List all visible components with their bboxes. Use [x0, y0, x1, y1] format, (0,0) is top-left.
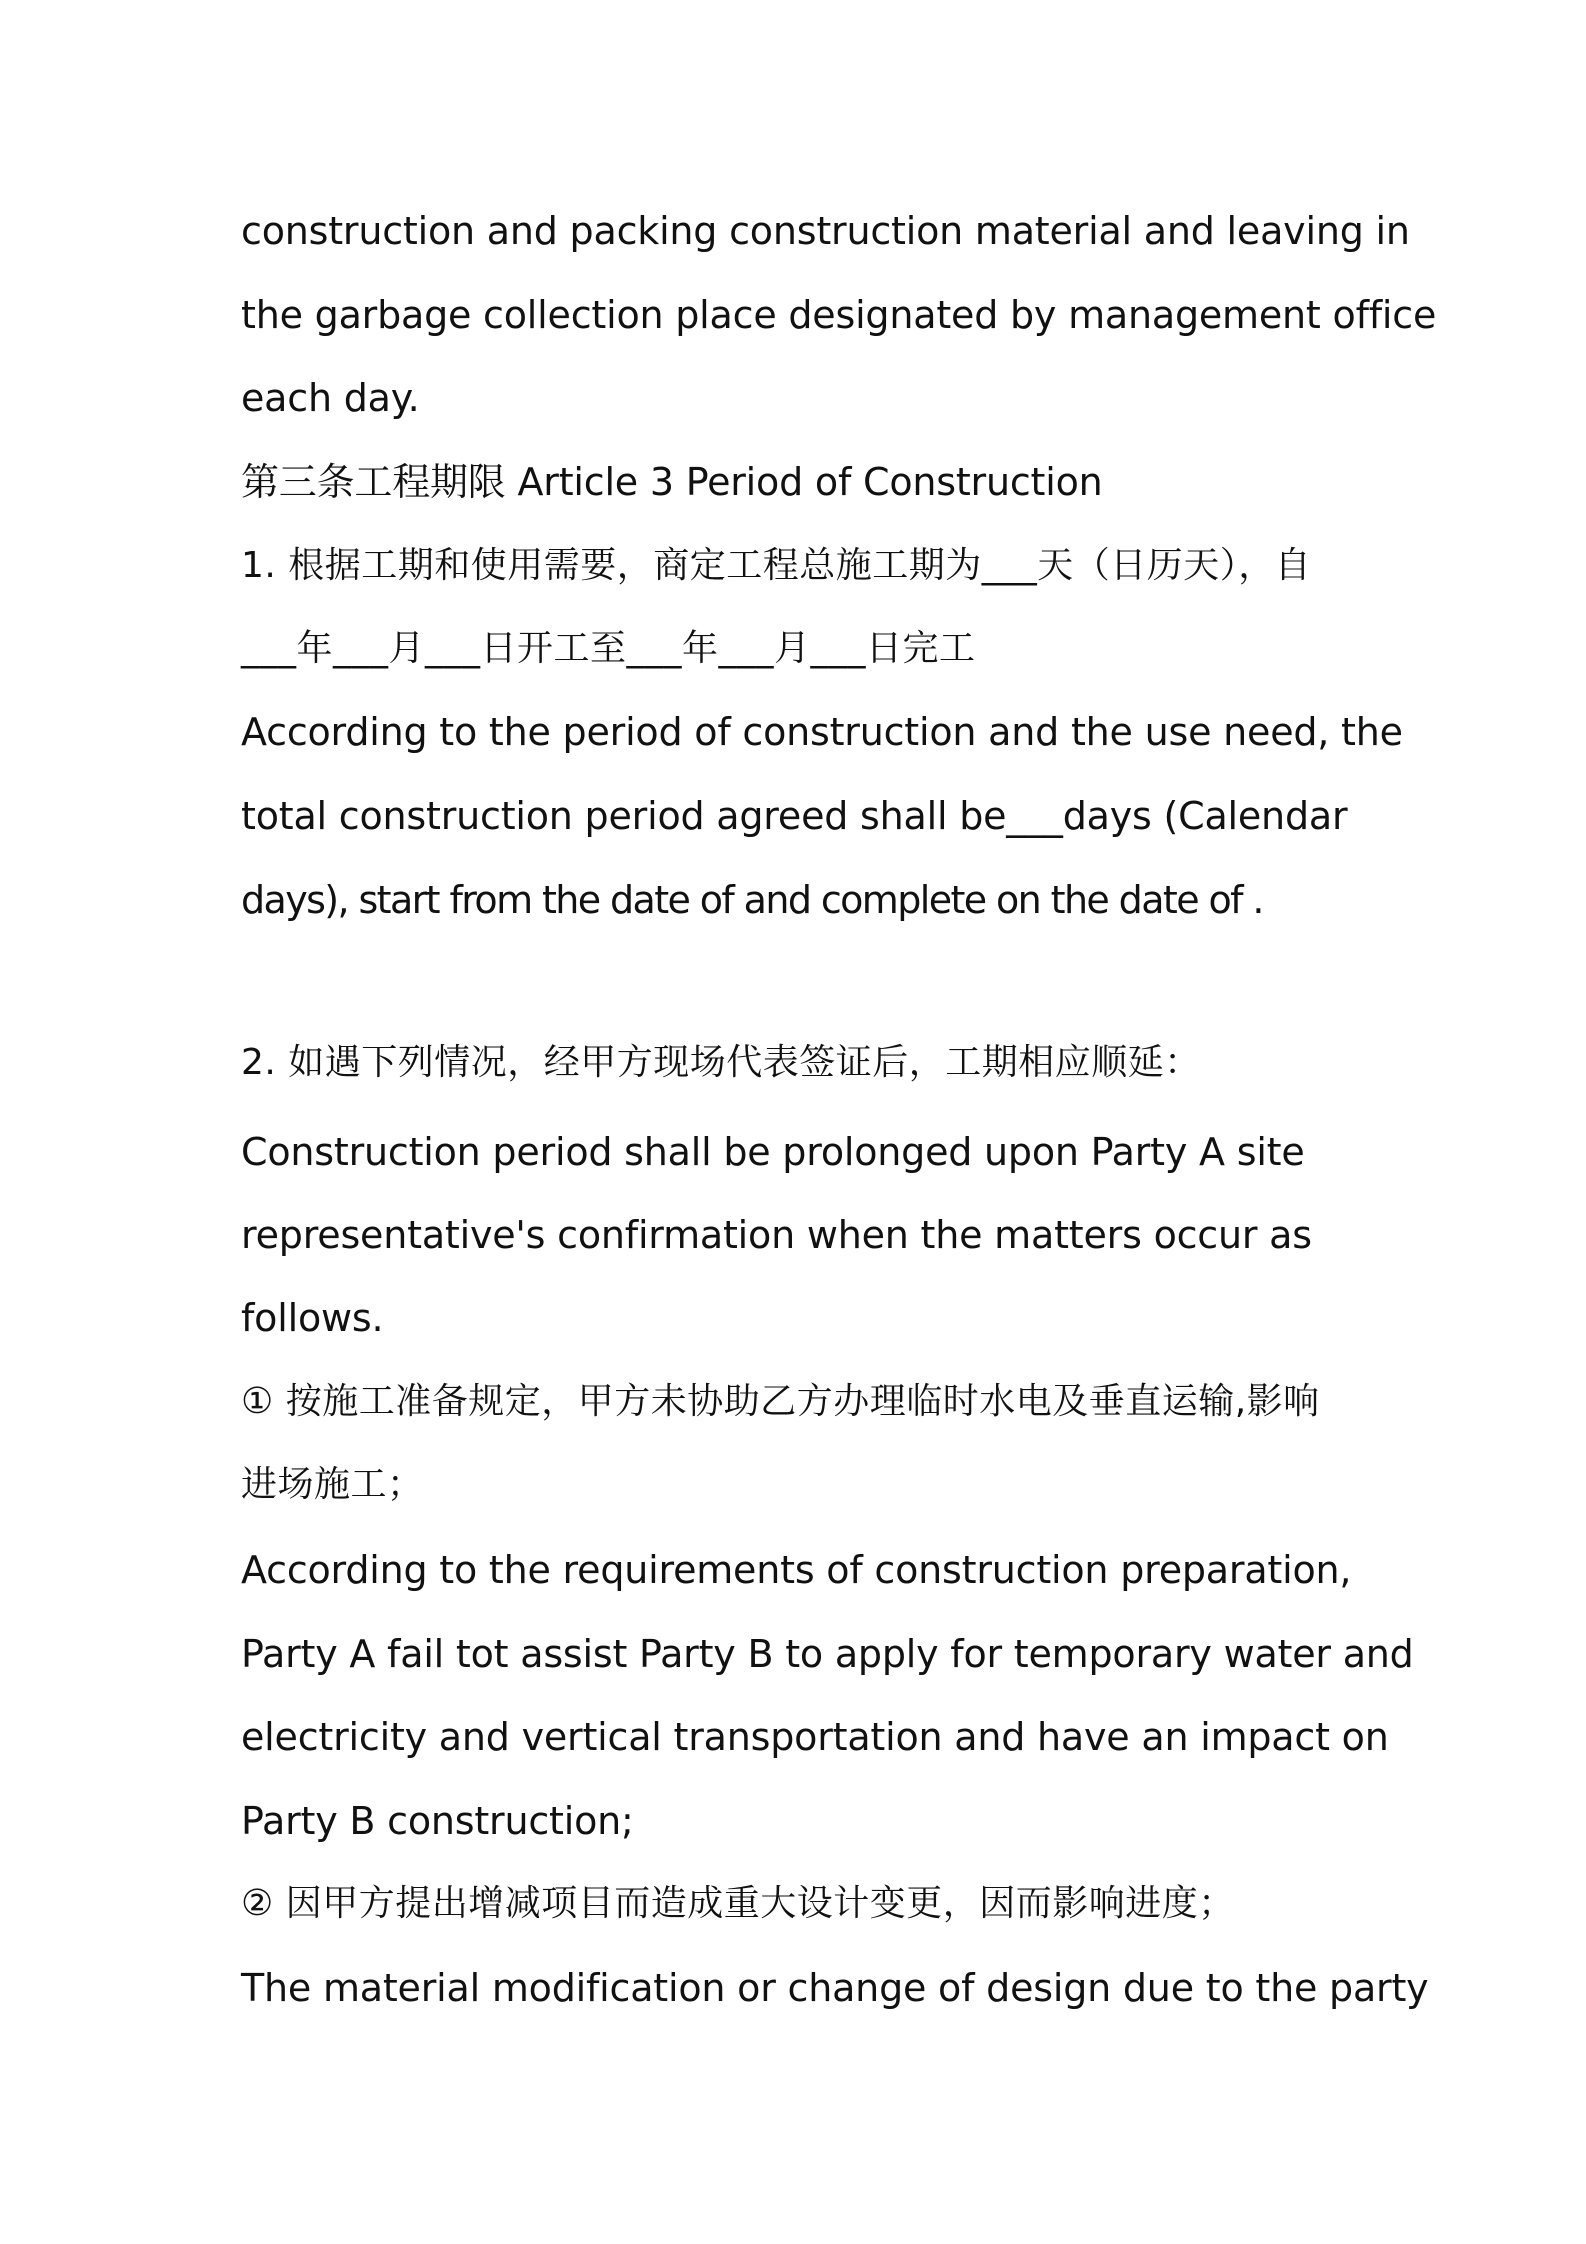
item-2-chinese: ② 因甲方提出增减项目而造成重大设计变更，因而影响进度； [241, 1883, 1235, 1924]
clause-1-chinese-line-1: 1. 根据工期和使用需要，商定工程总施工期为___天（日历天），自 [241, 545, 1312, 586]
clause-2-english-line-2: representative's confirmation when the matters occur as [241, 1213, 1312, 1257]
article-3-heading: 第三条工程期限 Article 3 Period of Construction [241, 460, 1103, 504]
item-2-english-line-1: The material modification or change of design due to the party [241, 1966, 1429, 2010]
clause-2-english-line-3: follows. [241, 1296, 384, 1340]
clause-1-english-line-3: days), start from the date of and complete on the date of . [241, 878, 1263, 922]
item-1-english-line-1: According to the requirements of construction preparation, [241, 1548, 1352, 1592]
text-line-1: construction and packing construction material and leaving in [241, 209, 1410, 253]
item-1-english-line-3: electricity and vertical transportation and have an impact on [241, 1715, 1389, 1759]
clause-1-chinese-line-2: ___年___月___日开工至___年___月___日完工 [241, 628, 976, 669]
item-1-english-line-2: Party A fail tot assist Party B to apply for temporary water and [241, 1632, 1414, 1676]
text-line-3: each day. [241, 376, 420, 420]
item-1-chinese-line-1: ① 按施工准备规定，甲方未协助乙方办理临时水电及垂直运输,影响 [241, 1381, 1320, 1422]
clause-1-english-line-2: total construction period agreed shall be___days (Calendar [241, 794, 1348, 838]
text-line-2: the garbage collection place designated by management office [241, 293, 1437, 337]
item-1-chinese-line-2: 进场施工； [241, 1464, 424, 1505]
item-1-english-line-4: Party B construction; [241, 1799, 634, 1843]
clause-2-english-line-1: Construction period shall be prolonged upon Party A site [241, 1130, 1305, 1174]
clause-2-chinese: 2. 如遇下列情况，经甲方现场代表签证后，工期相应顺延： [241, 1042, 1201, 1083]
clause-1-english-line-1: According to the period of construction and the use need, the [241, 710, 1403, 754]
